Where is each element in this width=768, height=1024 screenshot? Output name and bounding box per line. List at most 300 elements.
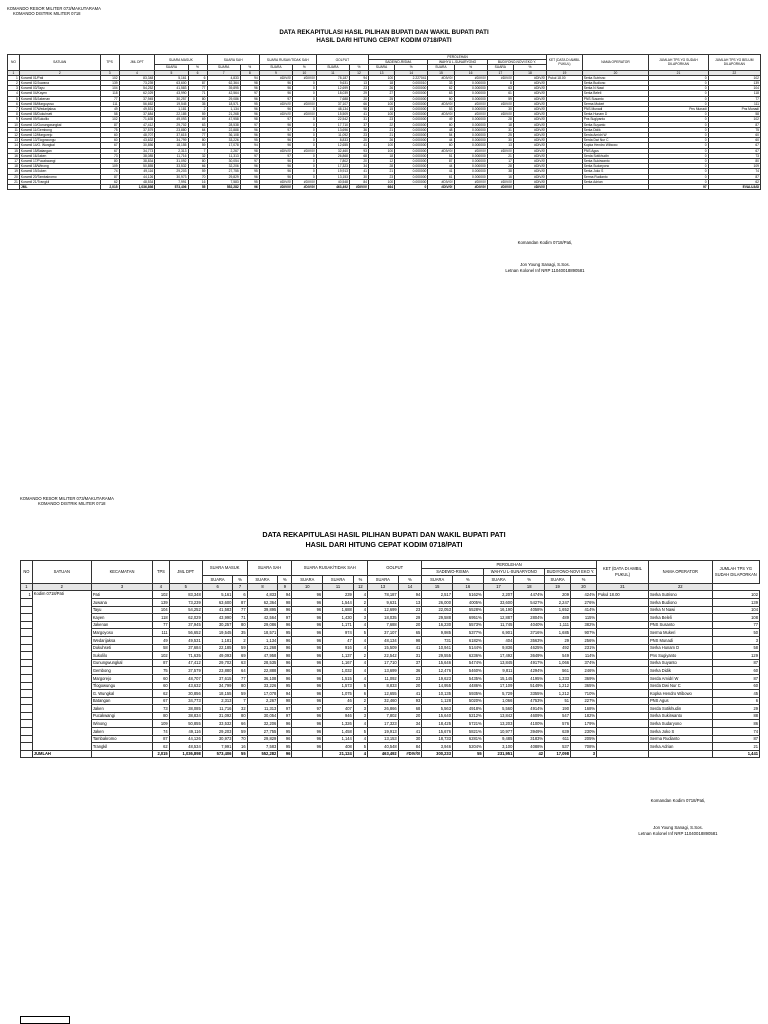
table-cell: 1,212 (545, 690, 571, 698)
table-cell: #DIV/0! (513, 117, 546, 122)
table-cell: 30,856 (169, 690, 202, 698)
table-cell: 239 (323, 591, 354, 599)
col-lapor: JUMLAH TPS YG SUDAH DILAPORKAN (712, 561, 759, 584)
table-cell: 30,973 (155, 174, 188, 179)
table-cell: 0 (649, 138, 708, 143)
table-cell: #DIV/0! (259, 101, 292, 106)
table-cell: 17,098 (545, 750, 571, 758)
table-cell: 41 (428, 169, 454, 174)
subheader-row: SUARA % SUARA % SUARA % SUARA % SUARA % SUARA % SUARA % (8, 65, 761, 70)
table-cell (21, 667, 33, 675)
table-cell: 97 (259, 96, 292, 101)
table-cell: 87 (100, 122, 119, 127)
table-cell: 1,036,898 (169, 750, 202, 758)
table-cell: 4,833 (247, 591, 278, 599)
table-cell: 70 (188, 174, 207, 179)
table-cell: 27,755 (247, 728, 278, 736)
table-cell: 639 (545, 728, 571, 736)
table-cell: 1,134 (247, 636, 278, 644)
table-cell: 139 (153, 598, 170, 606)
table-cell: 75 (153, 667, 170, 675)
column-index-cell: 9 (259, 70, 292, 75)
table-cell: 4 (353, 644, 367, 652)
table-cell: #DIV/0! (428, 112, 454, 117)
col-tps: TPS (100, 55, 119, 71)
table-cell: Koramil 03/Tayu (19, 86, 100, 91)
table-cell: 49,093 (202, 652, 233, 660)
table-cell (21, 712, 33, 720)
table-cell: 231,951 (483, 750, 514, 758)
table-cell: 29,086 (207, 96, 240, 101)
table-cell: 4753% (514, 697, 545, 705)
table-cell: 10,941 (422, 644, 453, 652)
table-cell: Jaken (91, 705, 152, 713)
table-cell: 96 (292, 720, 323, 728)
table-cell: PNS Susanto (582, 96, 649, 101)
table-cell: 19 (8, 169, 20, 174)
table-row (21, 705, 760, 713)
table-cell: 4 (353, 606, 367, 614)
table-cell: 96 (259, 174, 292, 179)
table-cell (597, 629, 649, 637)
table-cell: 43,990 (202, 614, 233, 622)
table-cell: 19,545 (155, 101, 188, 106)
table-cell: #DIV/0! (454, 185, 487, 190)
table-cell: 0 (293, 164, 317, 169)
table-cell: 80 (233, 712, 247, 720)
table-cell: 29 (545, 636, 571, 644)
table-cell: 28 (369, 164, 395, 169)
table-cell: 118 (153, 614, 170, 622)
table-cell (21, 743, 33, 751)
column-index-cell: 14 (398, 583, 422, 591)
table-cell: 5721% (452, 720, 483, 728)
table-row (21, 644, 760, 652)
table-cell: 3563% (514, 636, 545, 644)
column-index-cell: 3 (91, 583, 152, 591)
table-cell: 96 (292, 682, 323, 690)
table-cell: 60 (153, 674, 170, 682)
table-cell: 0 (293, 169, 317, 174)
table-cell: 33,226 (247, 682, 278, 690)
table-cell: 29 (350, 91, 369, 96)
signature-rank: Letnan Kolonel Inf NRP 11040018890581 (505, 267, 585, 273)
signature-name: Jon Young Sanagi, S.Sos. (653, 825, 703, 831)
table-cell: 96 (259, 107, 292, 112)
table-cell (21, 697, 33, 705)
table-cell: 4 (353, 720, 367, 728)
table-cell: 1 (21, 591, 33, 599)
table-cell: 41 (350, 143, 369, 148)
table-cell: 74 (100, 169, 119, 174)
table-cell: 94 (278, 690, 292, 698)
table-cell: 97 (259, 127, 292, 132)
table-cell: 29 (712, 705, 759, 713)
table-cell: 84 (350, 179, 369, 184)
column-index-cell: 8 (247, 583, 278, 591)
table-cell: 37 (398, 659, 422, 667)
table-cell: 37,107 (368, 629, 399, 637)
table-cell: 369% (571, 674, 597, 682)
table-cell: Serma Rudianto (582, 174, 649, 179)
table-cell: 67 (100, 148, 119, 153)
table-cell: 11,716 (155, 153, 188, 158)
table-cell: #DIV/0! (428, 148, 454, 153)
table-cell: 73 (708, 153, 760, 158)
table-row (21, 674, 760, 682)
col-satuan: SATUAN (32, 561, 91, 584)
column-index-cell: 1 (21, 583, 33, 591)
table-cell: #DIV/0! (259, 185, 292, 190)
column-index-cell: 4 (153, 583, 170, 591)
table-cell: 139 (708, 81, 760, 86)
table-cell: 96 (292, 598, 323, 606)
table-cell: Serka Joko S (648, 728, 712, 736)
table-cell: #DIV/0! (454, 101, 487, 106)
column-index-cell: 16 (454, 70, 487, 75)
table-cell: 43,632 (119, 138, 155, 143)
table-cell (21, 629, 33, 637)
table-cell: 0 (649, 169, 708, 174)
table-cell: 0.000000 (454, 107, 487, 112)
table-cell: 1,032 (323, 667, 354, 675)
col-suara-rusak: SUARA RUSAK/TIDAK SAH (259, 55, 316, 65)
table-cell: 20 (398, 712, 422, 720)
table-cell: 0.000000 (395, 133, 428, 138)
table-cell: 67 (708, 148, 760, 153)
table-cell: 29,702 (202, 659, 233, 667)
table-cell: 5204% (452, 743, 483, 751)
col-kecamatan: KECAMATAN (91, 561, 152, 584)
table-cell: 5377% (452, 629, 483, 637)
table-cell: 95 (278, 743, 292, 751)
table-cell: 3 (712, 636, 759, 644)
table-cell: 0.000000 (395, 117, 428, 122)
table-total-row (8, 185, 761, 190)
table-cell: Serda Dwi Nur C (648, 682, 712, 690)
table-cell: 407 (323, 705, 354, 713)
table-cell: 80 (708, 159, 760, 164)
table-cell: 15,509 (316, 112, 349, 117)
table-cell: 424% (571, 591, 597, 599)
table-cell: Koramil 10/Gunungwungkal (19, 122, 100, 127)
table-cell: 7,802 (368, 712, 399, 720)
table-cell: 276% (571, 598, 597, 606)
table-cell: 95 (240, 138, 259, 143)
col-golput: GOLPUT (368, 561, 422, 576)
table-cell: 1,137 (323, 652, 354, 660)
table-cell: 1,652 (545, 606, 571, 614)
table-cell: #DIV/0! (350, 185, 369, 190)
table-cell: 11,716 (202, 705, 233, 713)
table-cell: 68 (350, 153, 369, 158)
table-cell: PNS Munadi (648, 636, 712, 644)
table-cell: 17 (487, 159, 513, 164)
table-cell: Trangkil (91, 743, 152, 751)
table-cell: 23,880 (202, 667, 233, 675)
table-cell: 44 (428, 164, 454, 169)
table-cell: 7,688 (368, 621, 399, 629)
table-cell: 0 (649, 159, 708, 164)
table-cell: 31 (398, 652, 422, 660)
table-cell: 0.000000 (395, 122, 428, 127)
table-cell: 13,696 (316, 127, 349, 132)
table-cell: 60 (712, 667, 759, 675)
table-cell: 916 (323, 644, 354, 652)
doc-title-top (0, 29, 768, 45)
table-cell: Serka Didik (582, 127, 649, 132)
table-cell: 16 (233, 743, 247, 751)
table-cell: 67 (100, 143, 119, 148)
table-total-row (21, 750, 760, 758)
table-cell: 77 (712, 621, 759, 629)
table-cell: #DIV/0! (428, 185, 454, 190)
table-cell: 45 (712, 690, 759, 698)
table-cell: 1,036,898 (119, 185, 155, 190)
table-cell: 97 (649, 185, 708, 190)
table-cell: 5460% (452, 667, 483, 675)
table-cell: 0.000000 (454, 122, 487, 127)
table-cell: 573,406 (155, 185, 188, 190)
table-cell: 100 (369, 143, 395, 148)
col-belum: JUMLAH TPS YG BELUM DILAPORKAN (708, 55, 760, 71)
table-cell: 0.000010 (395, 81, 428, 86)
table-cell: 22,185 (155, 112, 188, 117)
table-cell: 61 (428, 174, 454, 179)
table-cell: 71 (188, 91, 207, 96)
table-cell (597, 682, 649, 690)
table-cell: 49,531 (119, 107, 155, 112)
table-cell: 20 (398, 621, 422, 629)
table-cell: 30,054 (247, 712, 278, 720)
table-cell: 0.000000 (395, 169, 428, 174)
table-cell: 37,579 (169, 667, 202, 675)
table-cell: 75 (708, 127, 760, 132)
table-cell: Serka Adrian (648, 743, 712, 751)
table-cell: 37,684 (169, 644, 202, 652)
table-cell: 96 (240, 96, 259, 101)
table-cell: 34,773 (119, 148, 155, 153)
table-cell: 3,100 (483, 743, 514, 751)
table-cell: 118 (100, 91, 119, 96)
table-cell: 16,190 (483, 606, 514, 614)
table-cell: 5144% (452, 644, 483, 652)
table-cell: 115% (571, 614, 597, 622)
table-cell: 9,485 (483, 735, 514, 743)
table-cell: 205% (571, 735, 597, 743)
col-ket: KET (DATA DI AMBIL PUKUL) (597, 561, 649, 584)
table-cell: Pns Munadi (708, 107, 760, 112)
table-cell: 1,544 (323, 598, 354, 606)
column-index-cell: 17 (483, 583, 514, 591)
table-cell: 97 (278, 712, 292, 720)
table-cell: 552,282 (247, 750, 278, 758)
table-cell: 78,187 (316, 75, 349, 80)
table-cell: 29 (398, 614, 422, 622)
table-cell: 36,108 (247, 674, 278, 682)
table-cell: 73,239 (119, 81, 155, 86)
table-cell: 4,833 (207, 75, 240, 80)
table-cell: 27 (369, 91, 395, 96)
table-cell: 7,802 (316, 159, 349, 164)
table-cell: 1,333 (545, 674, 571, 682)
table-cell: 29,829 (207, 174, 240, 179)
col-cand-3: BUDIYONO-NOVI EKO Y. (545, 568, 597, 576)
column-index-cell: 10 (293, 70, 317, 75)
table-cell: 42,564 (207, 91, 240, 96)
table-cell: #DIV/0! (293, 101, 317, 106)
table-cell: 62,364 (207, 81, 240, 86)
table-cell: 13,203 (483, 720, 514, 728)
table-cell: 10,135 (422, 690, 453, 698)
table-cell: JML (19, 185, 100, 190)
table-cell: #DIV/0! (487, 148, 513, 153)
table-cell: 98 (350, 107, 369, 112)
table-cell (582, 185, 649, 190)
table-cell: #DIV/0! (428, 101, 454, 106)
table-cell: 63 (233, 659, 247, 667)
column-index-cell: 22 (708, 70, 760, 75)
table-cell: 96 (259, 138, 292, 143)
table-cell: 0 (649, 96, 708, 101)
table-cell: #DIV/0! (293, 185, 317, 190)
table-cell: 1,441 (712, 750, 759, 758)
table-cell: 97 (278, 614, 292, 622)
table-cell: 96 (278, 606, 292, 614)
table-cell: 38,085 (169, 705, 202, 713)
table-cell: Pati (91, 591, 152, 599)
table-cell: 94 (350, 75, 369, 80)
table-cell: 20 (350, 138, 369, 143)
table-cell: 907% (571, 629, 597, 637)
table-cell: 300,233 (422, 750, 453, 758)
table-cell: 87 (708, 174, 760, 179)
table-cell: 59 (233, 728, 247, 736)
table-cell: 23 (350, 133, 369, 138)
table-cell: 4625% (514, 644, 545, 652)
table-cell: 1,212 (545, 682, 571, 690)
table-cell: 22,053 (422, 606, 453, 614)
table-cell: 12,699 (316, 86, 349, 91)
table-cell: 8,833 (316, 138, 349, 143)
table-cell: 95 (278, 728, 292, 736)
table-cell: 100 (369, 179, 395, 184)
table-cell: 77 (188, 86, 207, 91)
table-row (21, 621, 760, 629)
table-cell: 463,492 (316, 185, 349, 190)
table-cell: 0.000000 (395, 143, 428, 148)
table-cell: 573,406 (202, 750, 233, 758)
table-cell: 0 (649, 179, 708, 184)
table-cell: 28,538 (207, 122, 240, 127)
table-cell: 0.000000 (454, 96, 487, 101)
column-index-cell: 20 (571, 583, 597, 591)
table-cell: 54,252 (169, 606, 202, 614)
table-row (21, 735, 760, 743)
table-cell: 3649% (514, 652, 545, 660)
table-cell: 102 (712, 591, 759, 599)
column-index-cell: 10 (292, 583, 323, 591)
column-index-cell: 17 (487, 70, 513, 75)
table-cell: #DIV/0! (293, 112, 317, 117)
table-cell: 96 (292, 674, 323, 682)
table-cell: Koramil 06/Margoyoso (19, 101, 100, 106)
col-cand-1: SADEWO-RISMA (422, 568, 483, 576)
table-cell: 12 (369, 159, 395, 164)
col-suara-sah: SUARA SAH (207, 55, 259, 65)
table-cell (597, 705, 649, 713)
table-cell: 1 (8, 75, 20, 80)
table-cell: 33,226 (207, 138, 240, 143)
table-cell: 22,185 (202, 644, 233, 652)
table-cell: 36 (350, 127, 369, 132)
table-cell: 37,615 (202, 674, 233, 682)
table-cell: 2 (353, 652, 367, 660)
table-row (21, 659, 760, 667)
table-cell: 0.000000 (454, 159, 487, 164)
table-cell: 96 (278, 621, 292, 629)
table-cell: 59 (188, 143, 207, 148)
table-cell: Serda Amidri W (582, 133, 649, 138)
table-cell (597, 598, 649, 606)
column-index-cell: 12 (350, 70, 369, 75)
table-cell: 0.000000 (395, 159, 428, 164)
table-cell: 18,733 (422, 735, 453, 743)
table-cell: 60 (428, 122, 454, 127)
table-cell: 18,039 (316, 91, 349, 96)
table-cell: 552,282 (207, 185, 240, 190)
table-cell: Serda Sotikhudin (648, 705, 712, 713)
table-cell: 27,755 (207, 169, 240, 174)
column-index-cell: 4 (119, 70, 155, 75)
table-cell: 16,230 (422, 621, 453, 629)
table-cell: Koramil 11/Gembong (19, 127, 100, 132)
table-cell: 96 (278, 750, 292, 758)
table-cell: 0.000000 (454, 133, 487, 138)
table-cell: 32,460 (368, 697, 399, 705)
table-cell: 111 (708, 101, 760, 106)
table-cell: 109 (708, 164, 760, 169)
subheader-row: SUARA % SUARA % SUARA SUARA % SUARA % SUARA % SUARA % SUARA % (21, 576, 760, 584)
table-cell: 30,257 (155, 96, 188, 101)
table-cell: #DIV/0! (259, 148, 292, 153)
table-cell: 28 (487, 117, 513, 122)
table-row (21, 614, 760, 622)
table-cell: 96 (278, 644, 292, 652)
table-cell: 1,458 (323, 728, 354, 736)
table-cell: 0.000000 (395, 86, 428, 91)
table-cell: 8 (8, 112, 20, 117)
table-cell: 95 (278, 682, 292, 690)
table-cell: 0 (293, 122, 317, 127)
col-suara-masuk: SUARA MASUK (155, 55, 207, 65)
table-cell: Serka N Nawi (648, 606, 712, 614)
table-cell: 231% (571, 644, 597, 652)
table-cell: #DIV/0! (513, 75, 546, 80)
table-cell: 73 (100, 153, 119, 158)
table-cell: 62 (153, 690, 170, 698)
table-cell: 31,092 (202, 712, 233, 720)
column-index-cell: 11 (316, 70, 349, 75)
column-index-cell: 13 (369, 70, 395, 75)
table-cell: 41 (398, 728, 422, 736)
table-cell: 44,126 (169, 735, 202, 743)
table-cell: 60 (428, 96, 454, 101)
table-cell: 26,866 (368, 705, 399, 713)
table-cell: 38,834 (169, 712, 202, 720)
table-cell: 4 (8, 91, 20, 96)
table-cell: 23 (369, 174, 395, 179)
